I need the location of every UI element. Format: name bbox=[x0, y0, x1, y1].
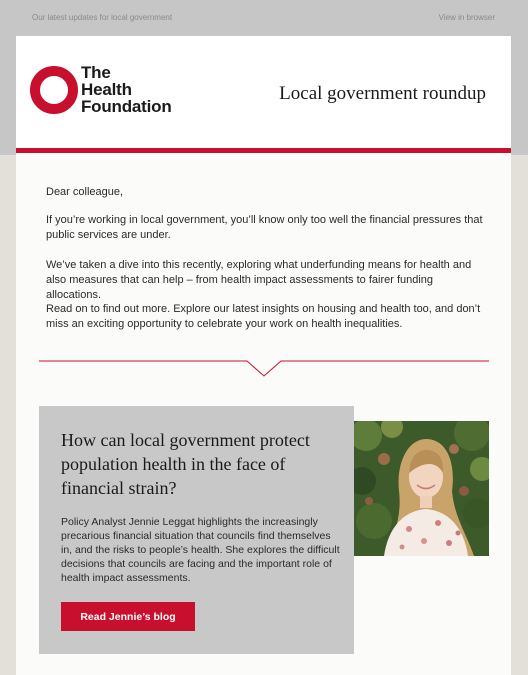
email-header bbox=[16, 36, 511, 148]
health-foundation-logo[interactable] bbox=[30, 64, 190, 116]
intro-paragraph-3: Read on to find out more. Explore our latest insights on housing and health too, and don’t miss an exciting opportunity to celebrate your work on health inequalities. bbox=[46, 303, 481, 330]
author-photo bbox=[354, 421, 489, 556]
logo-line-2: Health bbox=[81, 80, 132, 99]
intro-paragraph-2: We’ve taken a dive into this recently, exploring what underfunding means for health and also measures that can help – from health impact assessments to fairer funding allocations. bbox=[46, 259, 472, 301]
logo-wordmark bbox=[81, 64, 172, 115]
email-container bbox=[16, 36, 511, 675]
chevron-divider bbox=[39, 359, 489, 379]
intro-paragraph-1: If you’re working in local government, you’ll know only too well the financial pressures that public services are under. bbox=[46, 214, 483, 241]
view-in-browser-link[interactable]: View in browser bbox=[438, 13, 495, 22]
logo-line-1: The bbox=[81, 63, 111, 82]
newsletter-title: Local government roundup bbox=[279, 83, 486, 104]
greeting: Dear colleague, bbox=[46, 186, 124, 198]
read-blog-button[interactable]: Read Jennie’s blog bbox=[61, 602, 195, 631]
preheader bbox=[0, 0, 528, 36]
logo-line-3: Foundation bbox=[81, 97, 172, 116]
logo-ring-icon bbox=[30, 66, 78, 114]
header-red-rule bbox=[16, 148, 511, 153]
preheader-tagline: Our latest updates for local government bbox=[32, 13, 173, 22]
feature-description: Policy Analyst Jennie Leggat highlights the increasingly precarious financial situation that councils find themselves in, and the risks to people’s health. She explores the difficult decisions that councils are facing and the important role of health impact assessments. bbox=[61, 516, 340, 584]
feature-card bbox=[39, 406, 354, 654]
feature-title[interactable]: How can local government protect population health in the face of financial strain? bbox=[61, 430, 310, 498]
